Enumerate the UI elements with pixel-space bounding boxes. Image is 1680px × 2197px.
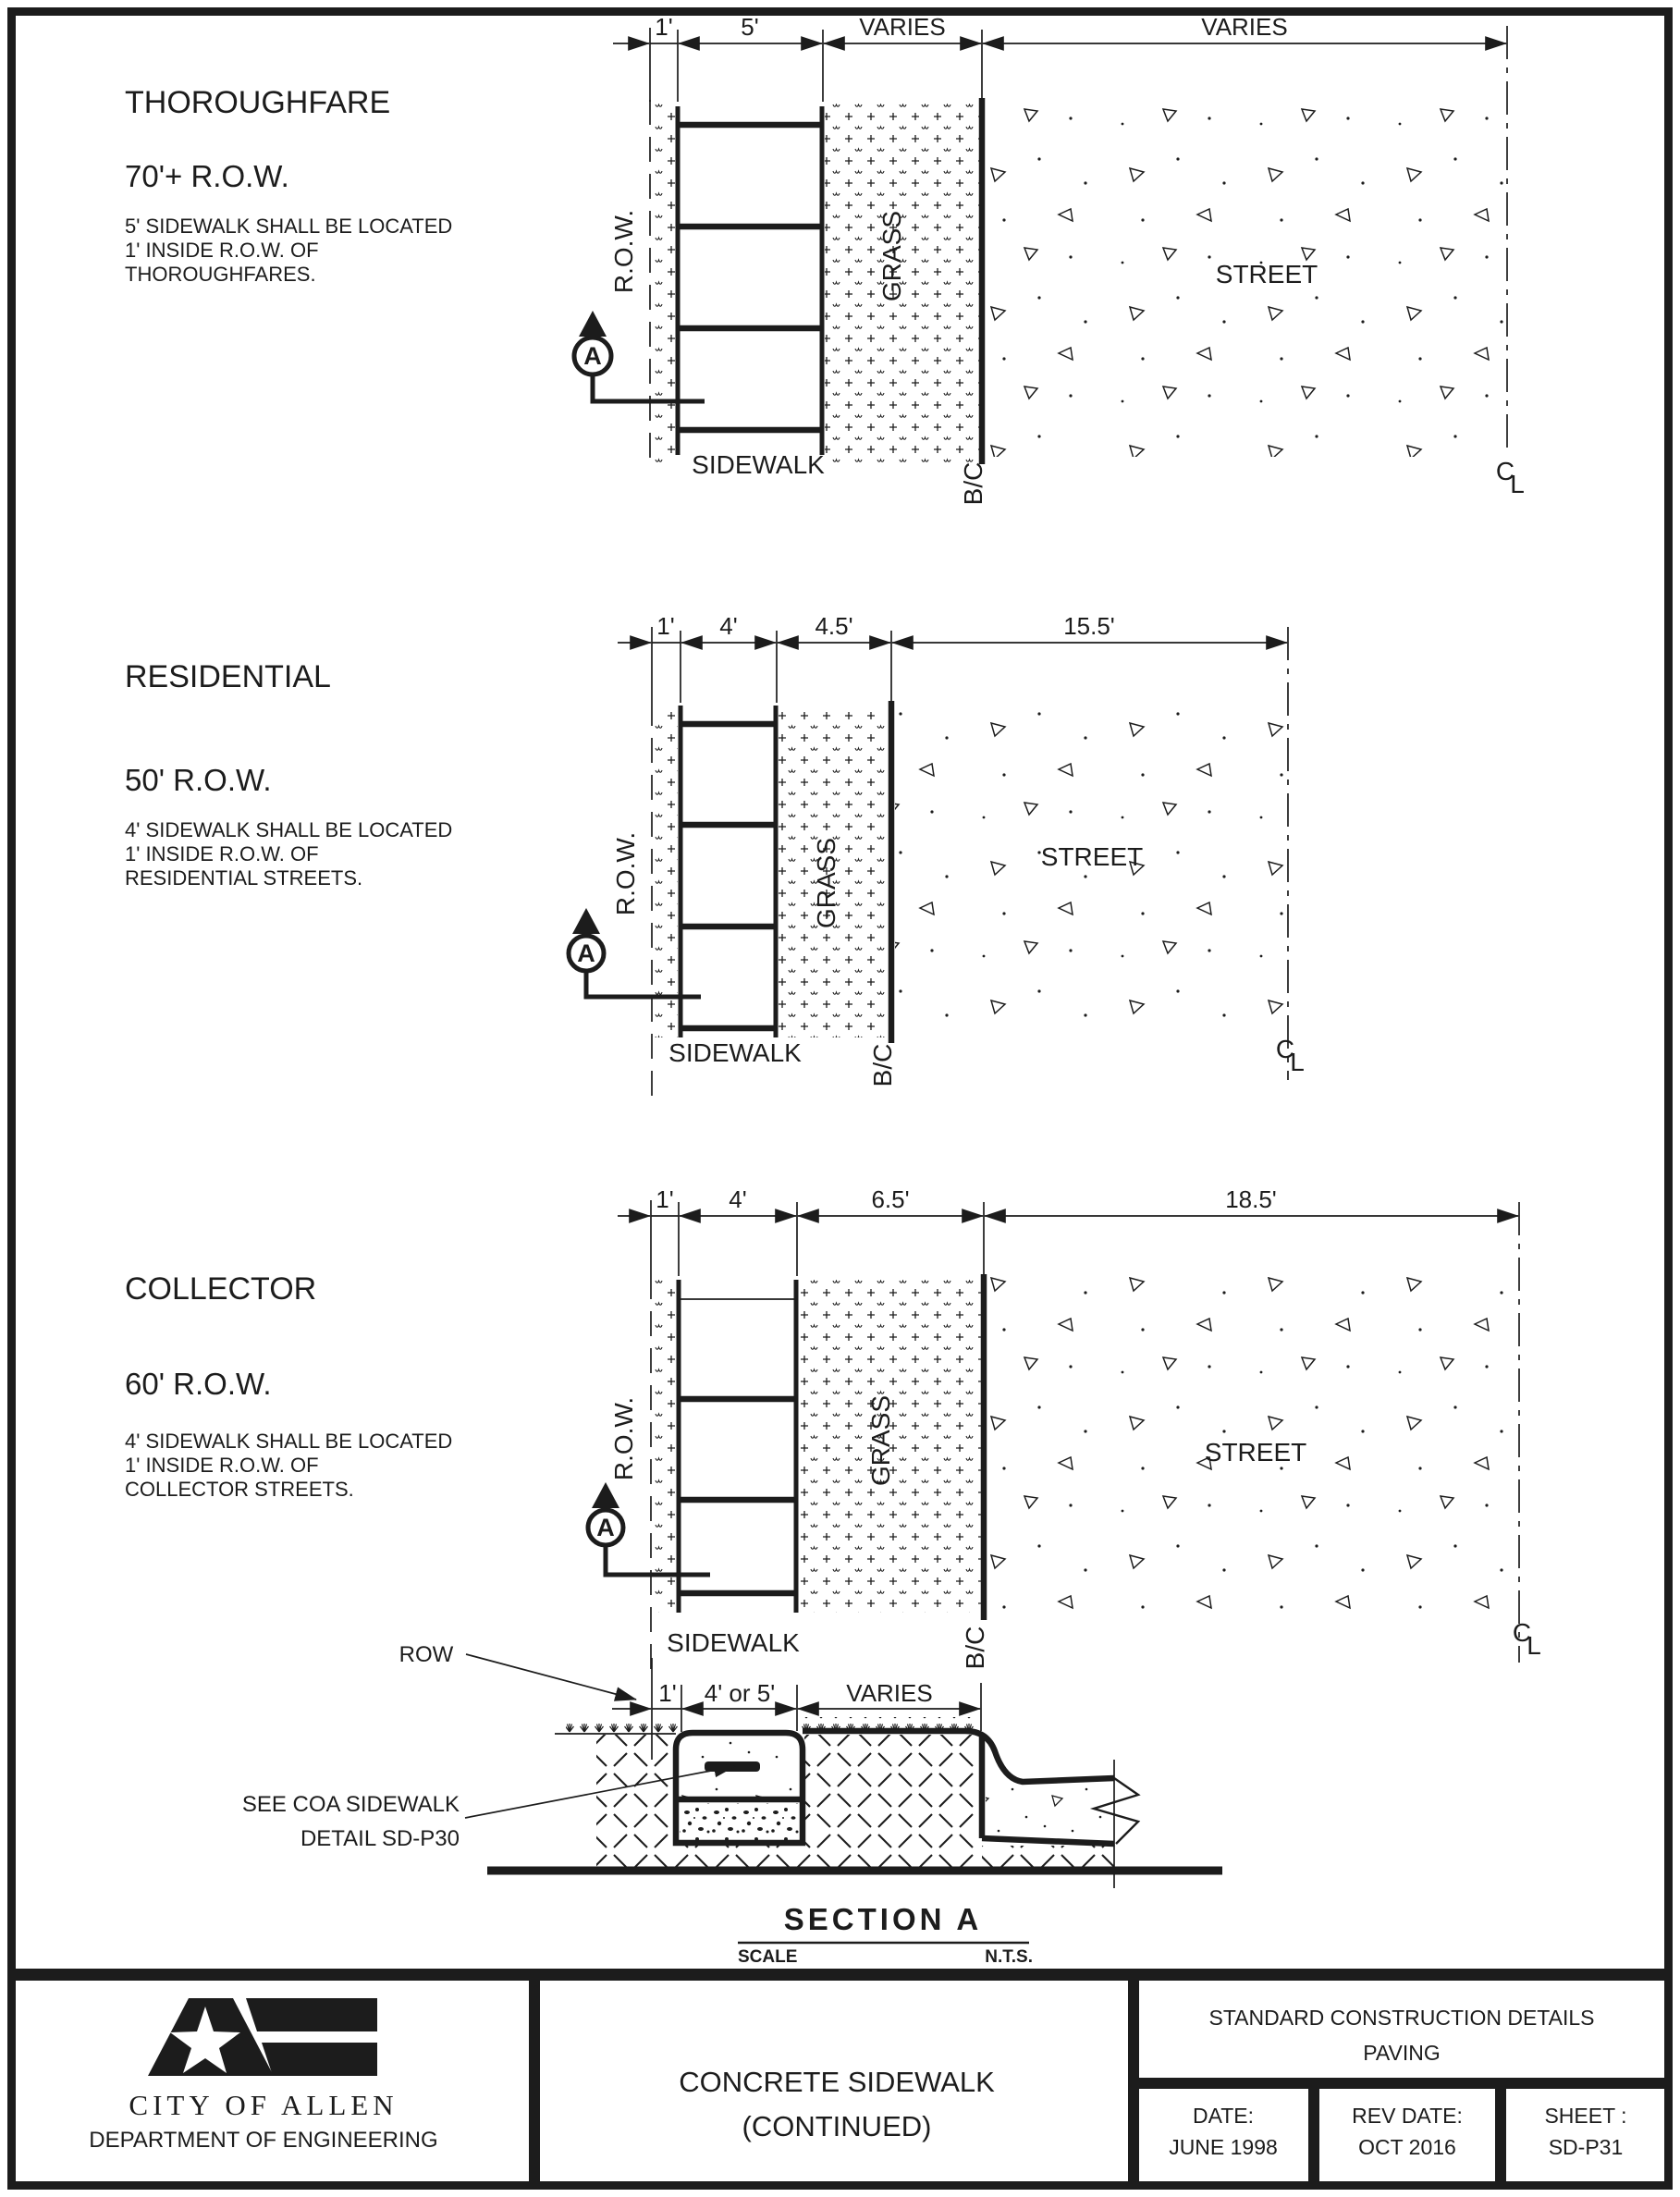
row-callout-leader bbox=[466, 1654, 636, 1700]
dim-label-1ft-res: 1' bbox=[656, 612, 675, 640]
residential-plan bbox=[125, 612, 1305, 1096]
row-callout: ROW bbox=[399, 1642, 454, 1667]
title-block-divider-1 bbox=[529, 1981, 540, 2182]
title-block-top-bar bbox=[7, 1969, 1673, 1981]
section-marker-arrow-icon bbox=[592, 1482, 619, 1508]
residential-grass-label: GRASS bbox=[812, 837, 840, 929]
title-block bbox=[7, 1969, 1673, 2182]
agency-name: CITY OF ALLEN bbox=[129, 2089, 399, 2121]
collector-title: COLLECTOR bbox=[125, 1271, 317, 1307]
sheet-label: SHEET : bbox=[1544, 2104, 1627, 2128]
dim-label-1ft-sec: 1' bbox=[658, 1679, 677, 1707]
thoroughfare-sidewalk-joints bbox=[678, 125, 822, 430]
residential-extension-lines bbox=[652, 627, 891, 703]
collector-row-label: R.O.W. bbox=[609, 1396, 638, 1481]
grass-tufts-left bbox=[566, 1721, 681, 1735]
thoroughfare-plan bbox=[125, 13, 1525, 505]
residential-title: RESIDENTIAL bbox=[125, 659, 331, 694]
series-title-line1: STANDARD CONSTRUCTION DETAILS bbox=[1208, 2006, 1595, 2030]
section-marker-letter: A bbox=[577, 939, 595, 967]
drawing-title-line1: CONCRETE SIDEWALK bbox=[679, 2066, 995, 2098]
thoroughfare-centerline-symbol: C bbox=[1495, 457, 1515, 485]
rev-date-label: REV DATE: bbox=[1352, 2104, 1463, 2128]
dim-label-15-5ft: 15.5' bbox=[1063, 612, 1115, 640]
dim-label-18-5ft: 18.5' bbox=[1225, 1185, 1277, 1213]
dim-label-varies-2: VARIES bbox=[1201, 13, 1288, 41]
dim-label-4or5: 4' or 5' bbox=[704, 1679, 776, 1707]
thoroughfare-centerline-symbol-l: L bbox=[1510, 470, 1525, 498]
collector-sidewalk-label: SIDEWALK bbox=[667, 1628, 800, 1657]
thoroughfare-row-width: 70'+ R.O.W. bbox=[125, 159, 289, 193]
collector-note-2: 1' INSIDE R.O.W. OF bbox=[125, 1454, 319, 1477]
collector-plan bbox=[125, 1185, 1541, 1678]
thoroughfare-bc-label: B/C bbox=[959, 461, 987, 506]
collector-bc-label: B/C bbox=[961, 1626, 989, 1670]
residential-street-label: STREET bbox=[1040, 842, 1144, 871]
dim-label-1ft-col: 1' bbox=[656, 1185, 674, 1213]
title-block-divider-2 bbox=[1128, 1981, 1139, 2182]
thoroughfare-parkway-strip bbox=[653, 104, 675, 462]
thoroughfare-street-label: STREET bbox=[1215, 260, 1318, 288]
dim-label-4-5ft: 4.5' bbox=[815, 612, 853, 640]
section-marker-arrow-icon bbox=[579, 311, 607, 337]
series-title-line2: PAVING bbox=[1363, 2041, 1441, 2065]
residential-centerline-symbol-l: L bbox=[1290, 1048, 1305, 1076]
section-marker-a bbox=[588, 1482, 710, 1575]
sheet-value: SD-P31 bbox=[1548, 2135, 1624, 2159]
dim-label-5ft: 5' bbox=[741, 13, 759, 41]
thoroughfare-note-3: THOROUGHFARES. bbox=[125, 263, 316, 286]
title-block-divider-h bbox=[1139, 2078, 1669, 2089]
collector-row-width: 60' R.O.W. bbox=[125, 1367, 272, 1401]
residential-sidewalk-joints bbox=[681, 724, 776, 1028]
collector-centerline-symbol-l: L bbox=[1527, 1631, 1541, 1660]
collector-extension-lines bbox=[651, 1200, 984, 1276]
city-of-allen-logo-icon bbox=[148, 1998, 377, 2076]
collector-centerline-symbol: C bbox=[1512, 1618, 1532, 1647]
residential-note-2: 1' INSIDE R.O.W. OF bbox=[125, 842, 319, 865]
collector-note-3: COLLECTOR STREETS. bbox=[125, 1478, 354, 1501]
scale-value: N.T.S. bbox=[985, 1947, 1033, 1967]
rev-date-value: OCT 2016 bbox=[1358, 2135, 1456, 2159]
see-detail-note-1: SEE COA SIDEWALK bbox=[241, 1792, 460, 1817]
section-a-detail bbox=[242, 1642, 1222, 1967]
residential-row-label: R.O.W. bbox=[611, 831, 640, 916]
dim-label-4ft-res: 4' bbox=[719, 612, 738, 640]
residential-centerline-symbol: C bbox=[1275, 1035, 1295, 1063]
residential-note-1: 4' SIDEWALK SHALL BE LOCATED bbox=[125, 818, 453, 841]
section-marker-a bbox=[574, 311, 705, 401]
section-marker-letter: A bbox=[583, 342, 602, 370]
dim-label-1ft: 1' bbox=[655, 13, 673, 41]
residential-parkway-strip bbox=[655, 707, 678, 1037]
dim-label-4ft-col: 4' bbox=[729, 1185, 747, 1213]
subgrade-hatch-under-gutter bbox=[982, 1846, 1114, 1867]
drawing-title-line2: (CONTINUED) bbox=[742, 2110, 932, 2142]
collector-note-1: 4' SIDEWALK SHALL BE LOCATED bbox=[125, 1430, 453, 1453]
date-value: JUNE 1998 bbox=[1169, 2135, 1278, 2159]
collector-street-label: STREET bbox=[1204, 1438, 1307, 1467]
scale-label: SCALE bbox=[738, 1947, 798, 1967]
dim-label-varies-sec: VARIES bbox=[846, 1679, 933, 1707]
collector-parkway-strip bbox=[654, 1280, 676, 1613]
thoroughfare-title: THOROUGHFARE bbox=[125, 85, 391, 120]
see-detail-note-2: DETAIL SD-P30 bbox=[300, 1826, 460, 1851]
residential-note-3: RESIDENTIAL STREETS. bbox=[125, 866, 363, 890]
dim-label-6-5ft: 6.5' bbox=[871, 1185, 910, 1213]
collector-grass-label: GRASS bbox=[866, 1394, 895, 1487]
thoroughfare-note-1: 5' SIDEWALK SHALL BE LOCATED bbox=[125, 215, 453, 238]
thoroughfare-grass-label: GRASS bbox=[877, 210, 906, 302]
sidewalk-base-aggregate bbox=[680, 1803, 799, 1840]
thoroughfare-row-label: R.O.W. bbox=[609, 209, 638, 294]
residential-sidewalk-label: SIDEWALK bbox=[668, 1038, 802, 1067]
section-a-title: SECTION A bbox=[783, 1902, 983, 1936]
department-name: DEPARTMENT OF ENGINEERING bbox=[89, 2128, 438, 2153]
dim-label-varies-1: VARIES bbox=[859, 13, 946, 41]
date-label: DATE: bbox=[1192, 2104, 1255, 2128]
section-marker-leader bbox=[586, 971, 701, 997]
thoroughfare-note-2: 1' INSIDE R.O.W. OF bbox=[125, 239, 319, 262]
section-marker-letter: A bbox=[596, 1514, 615, 1541]
thoroughfare-sidewalk-label: SIDEWALK bbox=[692, 450, 825, 479]
section-marker-arrow-icon bbox=[572, 908, 600, 934]
collector-sidewalk-joints bbox=[679, 1399, 796, 1593]
section-marker-leader bbox=[593, 374, 705, 401]
residential-bc-label: B/C bbox=[868, 1043, 897, 1087]
date-cell-divider-2 bbox=[1495, 2089, 1506, 2182]
date-cell-divider-1 bbox=[1308, 2089, 1319, 2182]
curb-concrete-fill bbox=[986, 1738, 1112, 1841]
residential-row-width: 50' R.O.W. bbox=[125, 763, 272, 797]
